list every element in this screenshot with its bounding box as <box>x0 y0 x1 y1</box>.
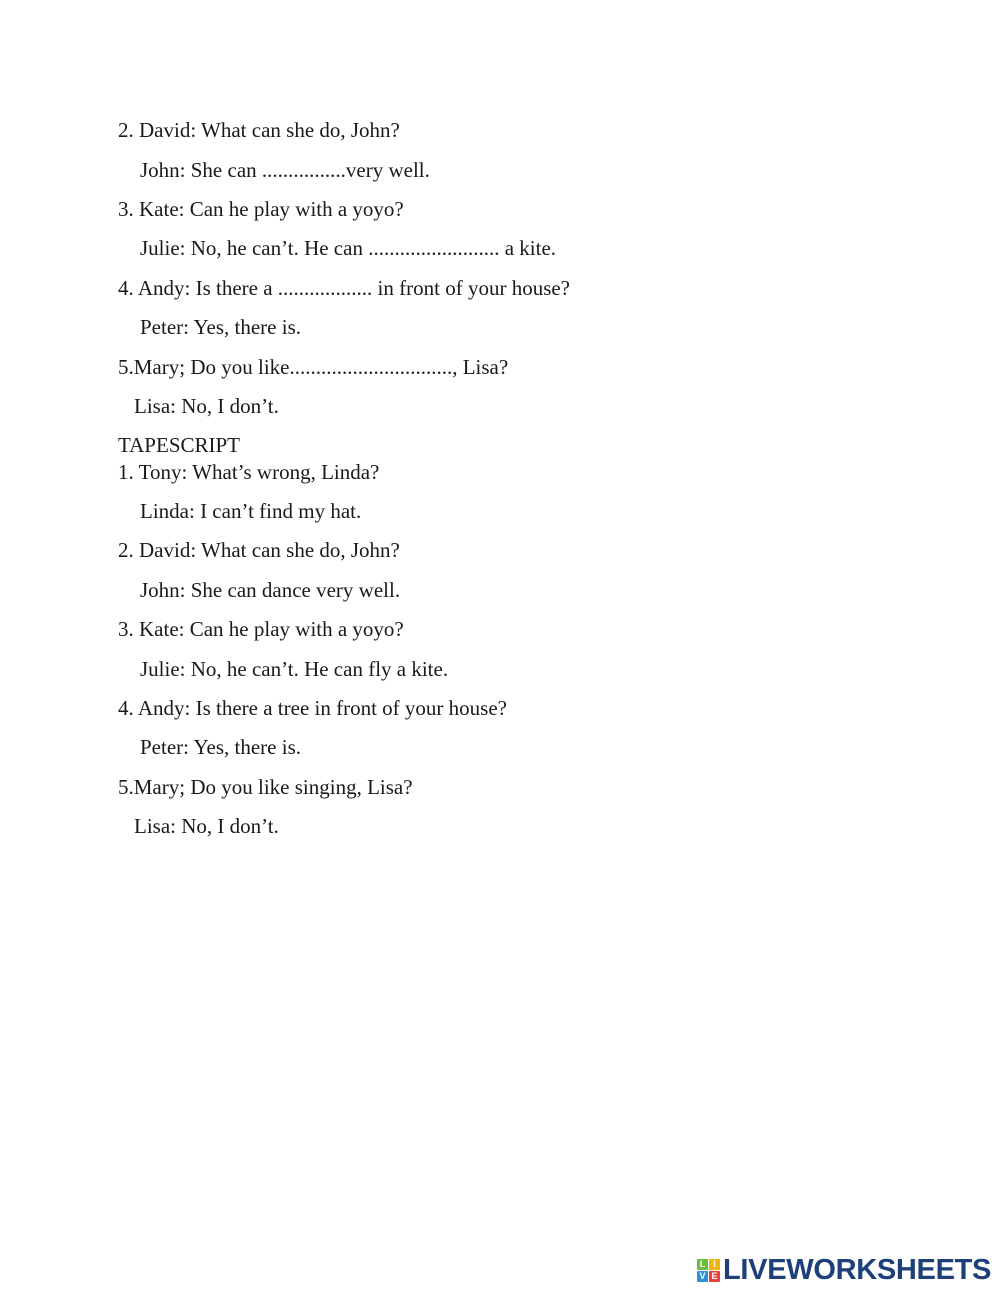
tapescript-answer-1: Linda: I can’t find my hat. <box>140 499 362 523</box>
exercise-answer-4: Peter: Yes, there is. <box>140 315 301 339</box>
tapescript-heading: TAPESCRIPT <box>118 433 241 457</box>
logo-tile-v: V <box>697 1271 708 1282</box>
logo-tile-e: E <box>709 1271 720 1282</box>
tapescript-answer-3: Julie: No, he can’t. He can fly a kite. <box>140 657 449 681</box>
live-tiles-icon <box>697 1259 720 1282</box>
tapescript-question-2: 2. David: What can she do, John? <box>118 538 400 562</box>
exercise-question-4: 4. Andy: Is there a .................. in front of your house? <box>118 276 571 300</box>
tapescript-answer-2: John: She can dance very well. <box>140 578 401 602</box>
exercise-question-3: 3. Kate: Can he play with a yoyo? <box>118 197 404 221</box>
tapescript-question-5: 5.Mary; Do you like singing, Lisa? <box>118 775 413 799</box>
tapescript-question-4: 4. Andy: Is there a tree in front of your house? <box>118 696 507 720</box>
exercise-answer-3: Julie: No, he can’t. He can ......................... a kite. <box>140 236 557 260</box>
tapescript-question-3: 3. Kate: Can he play with a yoyo? <box>118 617 404 641</box>
logo-wordmark: LIVEWORKSHEETS <box>723 1254 992 1286</box>
tapescript-question-1: 1. Tony: What’s wrong, Linda? <box>118 460 380 484</box>
exercise-answer-5: Lisa: No, I don’t. <box>134 394 279 418</box>
liveworksheets-logo <box>697 1256 991 1284</box>
exercise-answer-2: John: She can ................very well. <box>140 158 430 182</box>
exercise-question-5: 5.Mary; Do you like..............................., Lisa? <box>118 355 509 379</box>
logo-tile-i: I <box>709 1259 720 1270</box>
tapescript-answer-5: Lisa: No, I don’t. <box>134 814 279 838</box>
logo-tile-l: L <box>697 1259 708 1270</box>
tapescript-answer-4: Peter: Yes, there is. <box>140 735 301 759</box>
exercise-question-2: 2. David: What can she do, John? <box>118 118 400 142</box>
